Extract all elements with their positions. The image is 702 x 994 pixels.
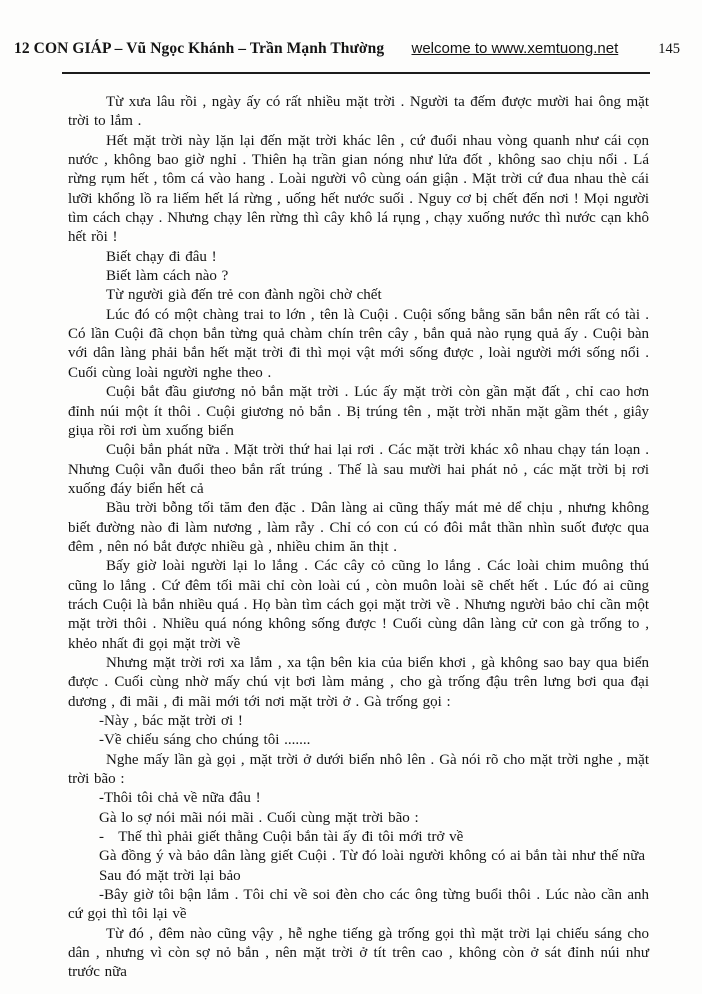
- story-paragraph: Nhưng mặt trời rơi xa lắm , xa tận bên kia của biển khơi , gà không sao bay qua biển được . Cuối cùng nhờ mấy chú vịt bơi làm mảng , cho gà trống đậu trên lưng bơi qua đại dương , đi mãi , đi mãi mới tới nơi mặt trời ở . Gà trống gọi :: [68, 654, 649, 710]
- story-paragraph: Hết mặt trời này lặn lại đến mặt trời khác lên , cứ đuổi nhau vòng quanh như cái cọn nước , không bao giờ nghỉ . Thiên hạ trần gian nóng như lửa đốt , không sao chịu nổi . Lá rừng rụm hết , tôm cá vào hang . Loài người vô cùng oán giận . Mặt trời cứ đua nhau thè cái lưỡi khổng lồ ra liếm hết lá rừng , uống hết nước suối . Nguy cơ bị chết đến nơi ! Mọi người tìm cách chạy . Nhưng chạy lên rừng thì cây khô lá rụng , chạy xuống nước thì nước cạn khô hết rồi !: [68, 132, 649, 246]
- dialog-line: - Thế thì phải giết thằng Cuội bắn tài ấy đi tôi mới trở về: [99, 829, 464, 846]
- book-title: 12 CON GIÁP – Vũ Ngọc Khánh – Trần Mạnh Thường: [14, 40, 385, 57]
- story-paragraph: Gà lo sợ nói mãi nói mãi . Cuối cùng mặt trời bão :: [99, 809, 419, 826]
- site-url-link[interactable]: welcome to www.xemtuong.net: [411, 40, 619, 57]
- story-paragraph: Gà đồng ý và bảo dân làng giết Cuội . Từ đó loài người không có ai bắn tài như thế nữa: [99, 848, 646, 865]
- story-paragraph: Nghe mấy lần gà gọi , mặt trời ở dưới biển nhô lên . Gà nói rõ cho mặt trời nghe , mặt trời bão :: [68, 751, 649, 788]
- dialog-line: -Thôi tôi chả về nữa đâu !: [99, 790, 261, 807]
- story-paragraph: Biết chạy đi đâu !: [106, 248, 217, 265]
- story-paragraph: Từ người già đến trẻ con đành ngồi chờ chết: [106, 287, 382, 304]
- header-divider: [62, 72, 650, 74]
- page-number: 145: [658, 41, 680, 57]
- story-paragraph: Lúc đó có một chàng trai to lớn , tên là Cuội . Cuội sống bằng săn bắn nên rất có tài . Có lần Cuội đã chọn bắn từng quả chàm chín trên cây , bắn quả nào rụng quả ấy . Cuội bàn với dân làng phải bắn hết mặt trời đi thì mọi vật mới sống được , loài người mới sống nổi . Cuối cùng loài người nghe theo .: [68, 306, 649, 381]
- story-paragraph: Từ đó , đêm nào cũng vậy , hễ nghe tiếng gà trống gọi thì mặt trời lại chiếu sáng cho dân , nhưng vì còn sợ nỏ bắn , nên mặt trời ở tít trên cao , không còn ở sát đỉnh núi như trước nữa: [68, 925, 649, 981]
- page-header: [14, 40, 688, 58]
- story-paragraph: Bấy giờ loài người lại lo lắng . Các cây cỏ cũng lo lắng . Các loài chim muông thú cũng lo lắng . Cứ đêm tối mãi chỉ còn loài cú , còn muôn loài sẽ chết hết . Lúc đó ai cũng trách Cuội là bắn nhiều quá . Họ bàn tìm cách gọi mặt trời về . Nhưng người bảo chỉ cần một mặt trời thôi . Nhiều quá nóng không sống được ! Cuối cùng dân làng cử con gà trống to , khẻo nhất đi gọi mặt trời về: [68, 558, 649, 652]
- story-paragraph: Cuội bắn phát nữa . Mặt trời thứ hai lại rơi . Các mặt trời khác xô nhau chạy tán loạn . Nhưng Cuội vẫn đuổi theo bắn rất trúng . Thế là sau mười hai phát nỏ , các mặt trời bị rơi xuống đáy biển hết cả: [68, 442, 649, 497]
- story-paragraph: Cuội bắt đầu giương nỏ bắn mặt trời . Lúc ấy mặt trời còn gần mặt đất , chỉ cao hơn đỉnh núi một ít thôi . Cuội giương nỏ bắn . Bị trúng tên , mặt trời nhăn mặt gầm thét , giây giụa rồi rơi ùm xuống biển: [68, 384, 649, 439]
- dialog-line: -Này , bác mặt trời ơi !: [99, 713, 243, 729]
- story-paragraph: Biết làm cách nào ?: [106, 268, 229, 285]
- story-paragraph: Bầu trời bỗng tối tăm đen đặc . Dân làng ai cũng thấy mát mẻ dể chịu , nhưng không biết đường nào đi làm nương , làm rẫy . Chỉ có con cú có đôi mắt thần nhìn suốt được qua đêm , nên nó bắt được nhiều gà , nhiều chim ăn thịt .: [68, 500, 649, 555]
- story-paragraph: Từ xưa lâu rồi , ngày ấy có rất nhiều mặt trời . Người ta đếm được mười hai ông mặt trời to lắm .: [68, 94, 649, 130]
- dialog-line: -Bây giờ tôi bận lắm . Tôi chỉ về soi đèn cho các ông từng buổi thôi . Lúc nào cần anh cứ gọi thì tôi lại về: [68, 887, 649, 923]
- story-text: [68, 93, 649, 983]
- story-paragraph: Sau đó mặt trời lại bảo: [99, 867, 241, 884]
- dialog-line: -Về chiếu sáng cho chúng tôi .......: [99, 732, 311, 749]
